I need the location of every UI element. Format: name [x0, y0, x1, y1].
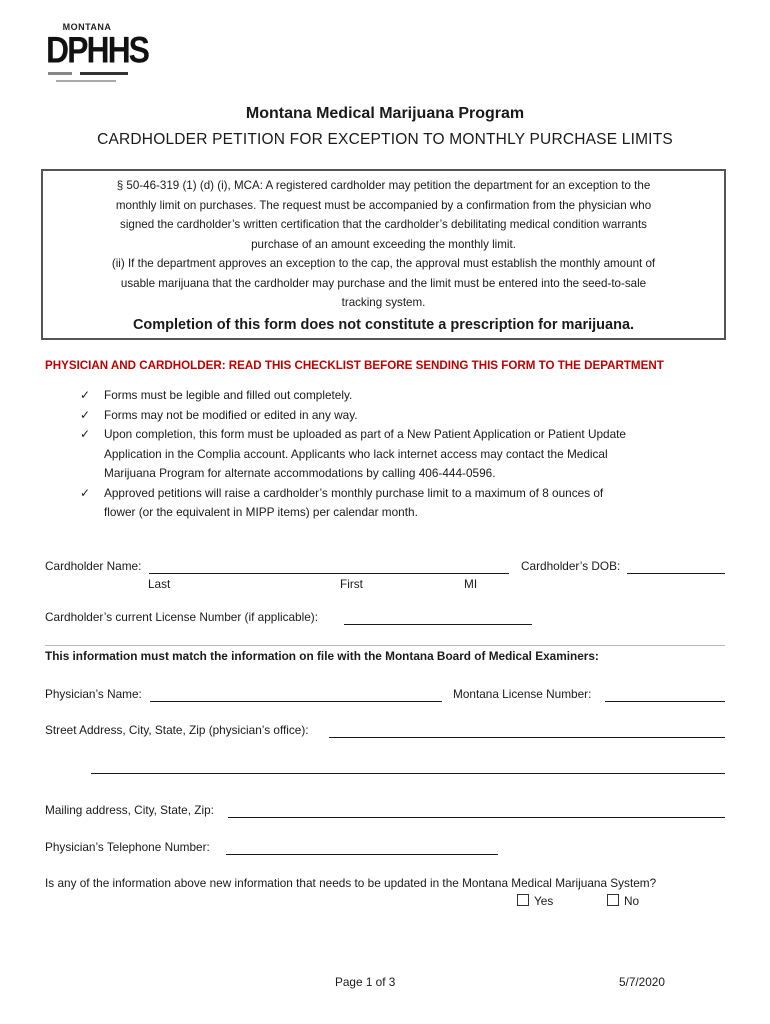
checklist-line: Approved petitions will raise a cardholder’s monthly purchase limit to a maximum of 8 ounces of — [104, 485, 604, 500]
name-mi-caption: MI — [464, 577, 478, 591]
name-last-caption: Last — [148, 577, 171, 591]
no-label: No — [624, 894, 640, 908]
license-label: Cardholder’s current License Number (if applicable): — [45, 610, 318, 624]
program-title: Montana Medical Marijuana Program — [245, 105, 525, 122]
cardholder-name-label: Cardholder Name: — [45, 559, 142, 573]
physician-name-label: Physician’s Name: — [45, 687, 142, 701]
update-question: Is any of the information above new information that needs to be updated in the Montana Medical Marijuana System? — [45, 876, 657, 890]
checkmark-icon: ✓ — [80, 485, 90, 500]
checkmark-icon: ✓ — [80, 427, 90, 441]
checklist-item-text — [104, 386, 740, 406]
phone-field[interactable] — [226, 854, 498, 855]
street-address-field[interactable] — [329, 737, 725, 738]
yes-checkbox[interactable] — [517, 894, 529, 906]
no-option[interactable] — [607, 894, 639, 908]
mt-license-label: Montana License Number: — [453, 687, 592, 701]
revision-date: 5/7/2020 — [619, 975, 665, 989]
checklist-line: Upon completion, this form must be uploaded as part of a New Patient Application or Patient Update — [104, 427, 626, 441]
checklist-line: Application in the Complia account. Applicants who lack internet access may contact the Medical — [104, 446, 608, 461]
checklist — [80, 386, 740, 523]
checklist-item-text — [104, 406, 740, 426]
section-divider — [45, 645, 725, 646]
name-first-caption: First — [340, 577, 363, 591]
checklist-line: Forms may not be modified or edited in any way. — [104, 407, 358, 422]
match-notice: This information must match the information on file with the Montana Board of Medical Examiners: — [45, 649, 599, 663]
checklist-item-text — [104, 425, 740, 484]
prescription-notice: Completion of this form does not constitute a prescription for marijuana. — [132, 317, 635, 333]
license-field[interactable] — [344, 624, 532, 625]
checklist-line: Marijuana Program for alternate accommodations by calling 406-444-0596. — [104, 466, 496, 480]
checkmark-icon: ✓ — [80, 407, 90, 422]
checklist-line: flower (or the equivalent in MIPP items) per calendar month. — [104, 505, 418, 519]
statute-text — [51, 176, 716, 313]
yes-label: Yes — [534, 894, 554, 908]
page-number: Page 1 of 3 — [335, 975, 396, 989]
statute-line: § 50-46-319 (1) (d) (i), MCA: A registered cardholder may petition the department for an exception to the — [116, 179, 651, 192]
statute-line: purchase of an amount exceeding the monthly limit. — [251, 237, 516, 251]
statute-line: tracking system. — [341, 296, 426, 309]
dob-field[interactable] — [627, 573, 725, 574]
checkmark-icon: ✓ — [80, 388, 90, 402]
logo-mark: DPHHS — [46, 29, 149, 71]
mailing-address-label: Mailing address, City, State, Zip: — [45, 803, 214, 817]
form-title: CARDHOLDER PETITION FOR EXCEPTION TO MONTHLY PURCHASE LIMITS — [97, 131, 673, 148]
checklist-item — [80, 386, 740, 406]
dphhs-logo — [46, 22, 149, 92]
statute-line: usable marijuana that the cardholder may purchase and the limit must be entered into the seed-to-sale — [120, 276, 647, 290]
checklist-item-text — [104, 484, 740, 523]
checklist-line: Forms must be legible and filled out completely. — [104, 388, 353, 402]
physician-name-field[interactable] — [150, 701, 442, 702]
mailing-address-field[interactable] — [228, 817, 725, 818]
street-address-label: Street Address, City, State, Zip (physician’s office): — [45, 723, 309, 737]
checklist-item — [80, 406, 740, 426]
checklist-item — [80, 425, 740, 484]
logo-state: MONTANA — [62, 22, 112, 32]
checklist-item — [80, 484, 740, 523]
no-checkbox[interactable] — [607, 894, 619, 906]
dob-label: Cardholder’s DOB: — [521, 559, 621, 573]
logo-subtag-rule — [56, 80, 116, 82]
checklist-heading: PHYSICIAN AND CARDHOLDER: READ THIS CHECKLIST BEFORE SENDING THIS FORM TO THE DEPARTMENT — [45, 359, 664, 372]
cardholder-name-field[interactable] — [149, 573, 509, 574]
phone-label: Physician’s Telephone Number: — [45, 840, 210, 854]
statute-line: (ii) If the department approves an exception to the cap, the approval must establish the monthly amount of — [111, 257, 656, 270]
statute-line: monthly limit on purchases. The request must be accompanied by a confirmation from the physician who — [115, 198, 652, 212]
street-address-field-line-2[interactable] — [91, 773, 725, 774]
mt-license-field[interactable] — [605, 701, 725, 702]
yes-option[interactable] — [517, 894, 553, 908]
statute-line: signed the cardholder’s written certification that the cardholder’s debilitating medical condition warrants — [120, 218, 647, 231]
logo-tagline-rule — [48, 72, 128, 75]
statute-box — [41, 169, 726, 340]
